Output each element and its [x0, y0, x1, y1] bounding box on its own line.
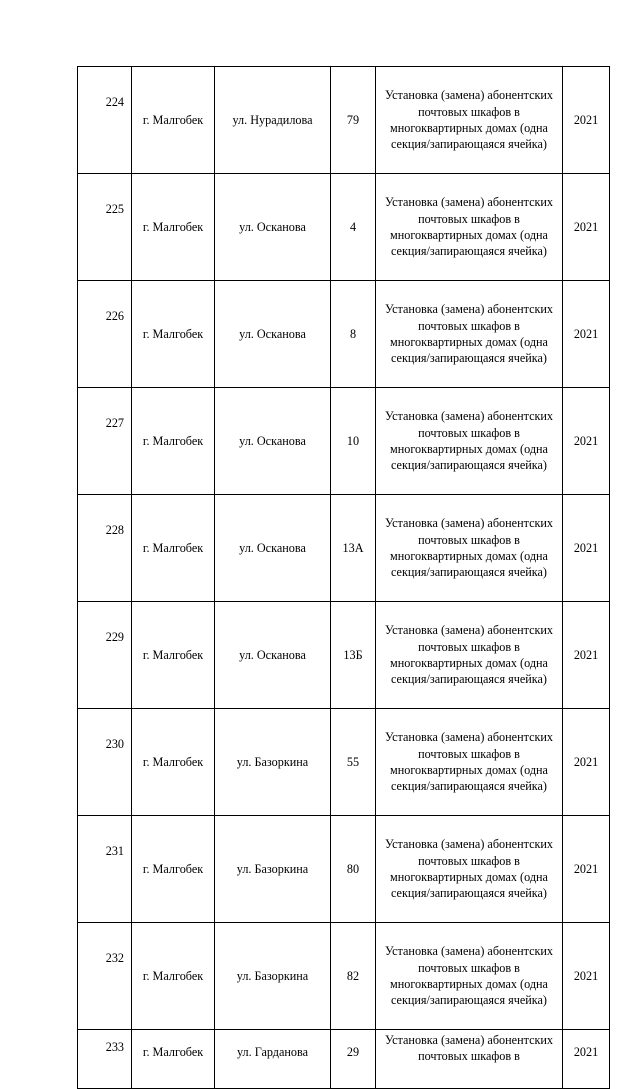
work-description-cell: Установка (замена) абонентских почтовых шкафов в	[376, 1030, 563, 1089]
year-cell: 2021	[563, 1030, 610, 1089]
table-row	[78, 174, 610, 281]
work-description-cell: Установка (замена) абонентских почтовых шкафов в многоквартирных домах (одна секция/запирающаяся ячейка)	[376, 602, 563, 709]
year-cell: 2021	[563, 67, 610, 174]
city-cell: г. Малгобек	[132, 816, 215, 923]
table-row	[78, 388, 610, 495]
city-cell: г. Малгобек	[132, 602, 215, 709]
street-cell: ул. Нурадилова	[215, 67, 331, 174]
city-cell: г. Малгобек	[132, 281, 215, 388]
work-description-cell: Установка (замена) абонентских почтовых шкафов в многоквартирных домах (одна секция/запирающаяся ячейка)	[376, 495, 563, 602]
house-number-cell: 55	[331, 709, 376, 816]
work-description-cell: Установка (замена) абонентских почтовых шкафов в многоквартирных домах (одна секция/запирающаяся ячейка)	[376, 174, 563, 281]
house-number-cell: 8	[331, 281, 376, 388]
year-cell: 2021	[563, 709, 610, 816]
work-description-cell: Установка (замена) абонентских почтовых шкафов в многоквартирных домах (одна секция/запирающаяся ячейка)	[376, 281, 563, 388]
work-description-cell: Установка (замена) абонентских почтовых шкафов в многоквартирных домах (одна секция/запирающаяся ячейка)	[376, 923, 563, 1030]
year-cell: 2021	[563, 281, 610, 388]
row-number: 232	[78, 923, 132, 1030]
row-number: 233	[78, 1030, 132, 1089]
year-cell: 2021	[563, 388, 610, 495]
house-number-cell: 79	[331, 67, 376, 174]
table-body	[78, 67, 610, 1089]
table-row	[78, 816, 610, 923]
street-cell: ул. Базоркина	[215, 923, 331, 1030]
street-cell: ул. Осканова	[215, 174, 331, 281]
table-row	[78, 1030, 610, 1089]
row-number: 224	[78, 67, 132, 174]
street-cell: ул. Базоркина	[215, 816, 331, 923]
city-cell: г. Малгобек	[132, 388, 215, 495]
house-number-cell: 10	[331, 388, 376, 495]
work-description-cell: Установка (замена) абонентских почтовых шкафов в многоквартирных домах (одна секция/запирающаяся ячейка)	[376, 709, 563, 816]
work-description-cell: Установка (замена) абонентских почтовых шкафов в многоквартирных домах (одна секция/запирающаяся ячейка)	[376, 67, 563, 174]
address-program-table	[77, 66, 610, 1089]
table-row	[78, 602, 610, 709]
table-row	[78, 495, 610, 602]
street-cell: ул. Гарданова	[215, 1030, 331, 1089]
row-number: 230	[78, 709, 132, 816]
city-cell: г. Малгобек	[132, 495, 215, 602]
row-number: 228	[78, 495, 132, 602]
house-number-cell: 82	[331, 923, 376, 1030]
street-cell: ул. Осканова	[215, 388, 331, 495]
table-row	[78, 923, 610, 1030]
table-row	[78, 709, 610, 816]
year-cell: 2021	[563, 174, 610, 281]
row-number: 226	[78, 281, 132, 388]
row-number: 227	[78, 388, 132, 495]
house-number-cell: 29	[331, 1030, 376, 1089]
year-cell: 2021	[563, 602, 610, 709]
year-cell: 2021	[563, 495, 610, 602]
street-cell: ул. Осканова	[215, 602, 331, 709]
table-row	[78, 281, 610, 388]
city-cell: г. Малгобек	[132, 923, 215, 1030]
street-cell: ул. Осканова	[215, 281, 331, 388]
house-number-cell: 80	[331, 816, 376, 923]
city-cell: г. Малгобек	[132, 1030, 215, 1089]
row-number: 225	[78, 174, 132, 281]
work-description-cell: Установка (замена) абонентских почтовых шкафов в многоквартирных домах (одна секция/запирающаяся ячейка)	[376, 816, 563, 923]
street-cell: ул. Базоркина	[215, 709, 331, 816]
row-number: 229	[78, 602, 132, 709]
street-cell: ул. Осканова	[215, 495, 331, 602]
house-number-cell: 13А	[331, 495, 376, 602]
work-description-cell: Установка (замена) абонентских почтовых шкафов в многоквартирных домах (одна секция/запирающаяся ячейка)	[376, 388, 563, 495]
city-cell: г. Малгобек	[132, 67, 215, 174]
row-number: 231	[78, 816, 132, 923]
year-cell: 2021	[563, 923, 610, 1030]
house-number-cell: 4	[331, 174, 376, 281]
house-number-cell: 13Б	[331, 602, 376, 709]
table-row	[78, 67, 610, 174]
city-cell: г. Малгобек	[132, 709, 215, 816]
year-cell: 2021	[563, 816, 610, 923]
city-cell: г. Малгобек	[132, 174, 215, 281]
